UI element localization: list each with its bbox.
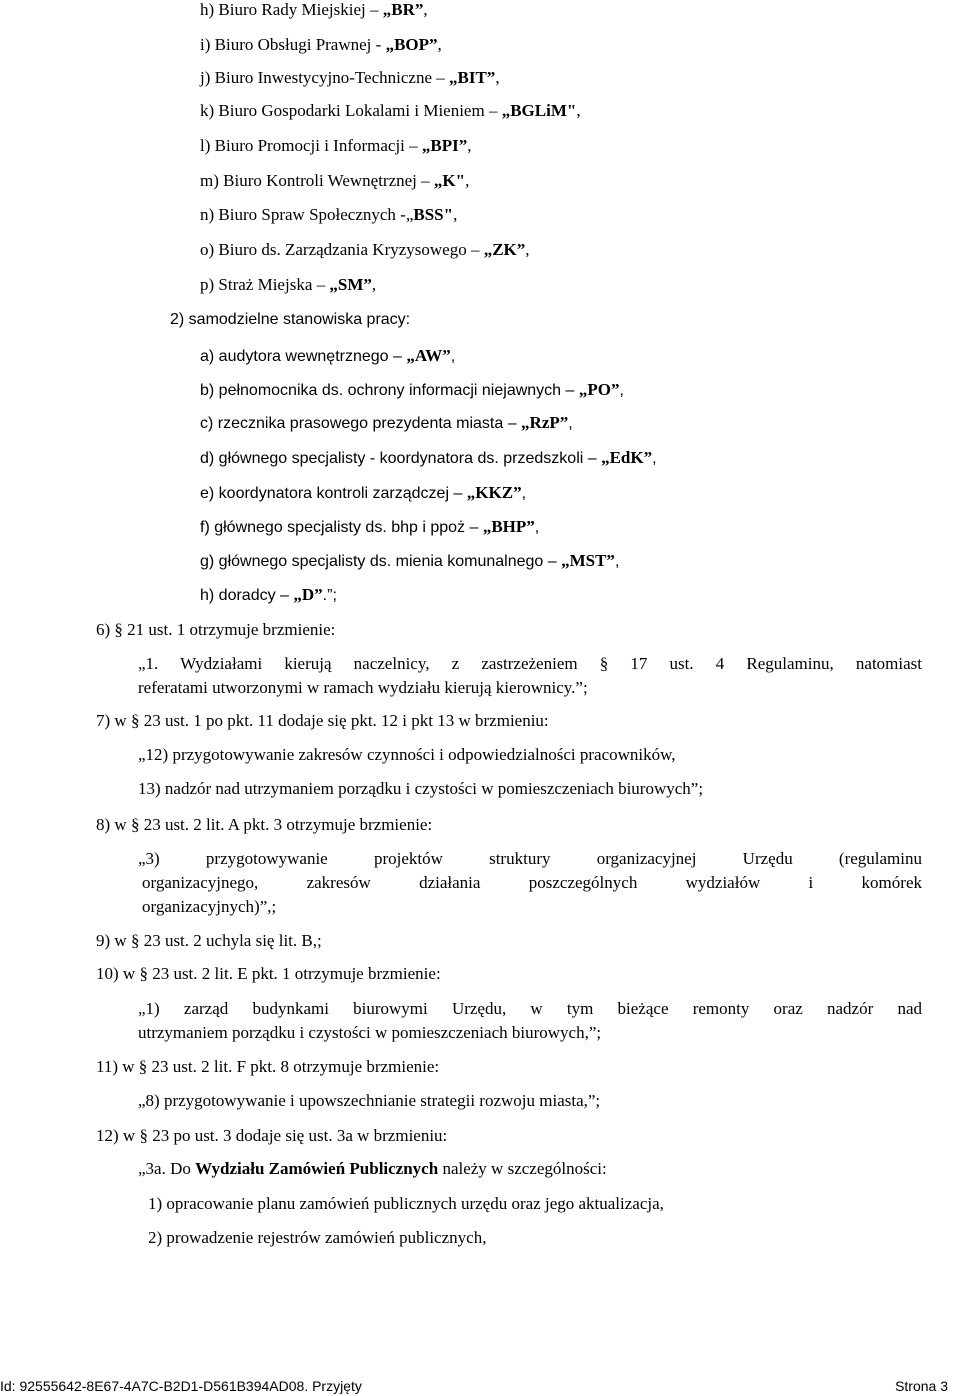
item-code: „BPI”	[421, 136, 468, 155]
item-code: „BIT”	[449, 68, 496, 87]
item-text: h) Biuro Rady Miejskiej –	[200, 0, 383, 19]
point-12-heading: 12) w § 23 po ust. 3 dodaje się ust. 3a w brzmieniu:	[96, 1126, 448, 1145]
item-text: h) doradcy –	[200, 587, 294, 604]
item-code: „PO”	[578, 380, 620, 399]
item-suffix: ,	[465, 171, 470, 190]
list-item-a	[200, 346, 455, 367]
text: „3a. Do	[138, 1159, 196, 1178]
point-6-heading: 6) § 21 ust. 1 otrzymuje brzmienie:	[96, 620, 336, 639]
point-12-item-2: 2) prowadzenie rejestrów zamówień publicznych,	[148, 1228, 487, 1247]
point-10-heading: 10) w § 23 ust. 2 lit. E pkt. 1 otrzymuje brzmienie:	[96, 964, 441, 983]
list-item-g	[200, 551, 619, 572]
point-7-item-13: 13) nadzór nad utrzymaniem porządku i czystości w pomieszczeniach biurowych”;	[138, 779, 704, 798]
justified-line: „1) zarząd budynkami biurowymi Urzędu, w tym bieżące remonty oraz nadzór nad	[138, 999, 922, 1018]
item-code: BSS"	[413, 205, 454, 224]
list-item-c	[200, 413, 573, 434]
item-suffix: ,	[534, 519, 540, 536]
point-11-heading: 11) w § 23 ust. 2 lit. F pkt. 8 otrzymuje brzmienie:	[96, 1057, 440, 1076]
department-name: Wydziału Zamówień Publicznych	[195, 1159, 439, 1178]
item-code: „ZK”	[483, 240, 526, 259]
item-suffix: ,	[450, 348, 456, 365]
list-item-i	[200, 35, 442, 55]
list-item-o	[200, 240, 530, 260]
point-10-text-line1	[138, 999, 922, 1019]
list-item-m	[200, 171, 469, 191]
list-item-d	[200, 448, 657, 469]
point-8-text-line1	[138, 849, 922, 869]
item-code: „D”	[293, 585, 323, 604]
list-item-b	[200, 380, 624, 401]
item-suffix: ,	[467, 136, 472, 155]
item-text: j) Biuro Inwestycyjno-Techniczne –	[200, 68, 450, 87]
point-6-text-line2: referatami utworzonymi w ramach wydziału kierują kierownicy.”;	[138, 678, 588, 697]
point-8-text-line2	[142, 873, 922, 893]
justified-line: „3) przygotowywanie projektów struktury organizacyjnej Urzędu (regulaminu	[138, 849, 922, 868]
item-suffix: ,	[614, 553, 620, 570]
point-9: 9) w § 23 ust. 2 uchyla się lit. B,;	[96, 931, 322, 950]
item-suffix: ,	[521, 485, 527, 502]
list-item-p	[200, 275, 376, 295]
item-suffix: ,	[437, 35, 442, 54]
point-11-text: „8) przygotowywanie i upowszechnianie strategii rozwoju miasta,”;	[138, 1091, 601, 1110]
item-text: e) koordynatora kontroli zarządczej –	[200, 485, 467, 502]
item-code: „K"	[433, 171, 466, 190]
footer-page-number: Strona 3	[895, 1378, 948, 1394]
item-text: d) głównego specjalisty - koordynatora ds. przedszkoli –	[200, 450, 602, 467]
text: należy w szczególności:	[438, 1159, 607, 1178]
list-item-h	[200, 0, 428, 20]
item-suffix: ,	[371, 275, 377, 294]
item-code: „BOP”	[385, 35, 438, 54]
point-7-item-12: „12) przygotowywanie zakresów czynności i odpowiedzialności pracowników,	[138, 745, 676, 764]
item-code: „RzP”	[521, 413, 569, 432]
list-item-f	[200, 517, 539, 538]
item-code: „SM”	[329, 275, 372, 294]
item-code: „BHP”	[482, 517, 535, 536]
point-8-text-line3: organizacyjnych)”,;	[142, 897, 277, 916]
item-suffix: ,	[423, 0, 428, 19]
justified-line: organizacyjnego, zakresów działania poszczególnych wydziałów i komórek	[142, 873, 922, 892]
point-7-heading: 7) w § 23 ust. 1 po pkt. 11 dodaje się pkt. 12 i pkt 13 w brzmieniu:	[96, 711, 549, 730]
footer-id: Id: 92555642-8E67-4A7C-B2D1-D561B394AD08. Przyjęty	[0, 1378, 362, 1394]
item-suffix: ,	[453, 205, 458, 224]
item-suffix: ,	[525, 240, 530, 259]
item-text: g) głównego specjalisty ds. mienia komunalnego –	[200, 553, 562, 570]
item-code: „EdK”	[601, 448, 653, 467]
justified-line: „1. Wydziałami kierują naczelnicy, z zastrzeżeniem § 17 ust. 4 Regulaminu, natomiast	[138, 654, 922, 673]
item-suffix: ,	[576, 101, 581, 120]
item-suffix: ,	[619, 382, 624, 399]
item-text: k) Biuro Gospodarki Lokalami i Mieniem –	[200, 101, 502, 120]
item-text: i) Biuro Obsługi Prawnej -	[200, 35, 386, 54]
item-suffix: ,	[652, 450, 657, 467]
item-text: p) Straż Miejska –	[200, 275, 330, 294]
item-code: „KKZ”	[466, 483, 522, 502]
point-8-heading: 8) w § 23 ust. 2 lit. A pkt. 3 otrzymuje brzmienie:	[96, 815, 433, 834]
list-item-l	[200, 136, 472, 156]
item-code: „AW”	[406, 346, 451, 365]
point-6-text-line1	[138, 654, 922, 674]
item-suffix: ,	[568, 415, 573, 432]
list-item-j	[200, 68, 500, 88]
item-text: b) pełnomocnika ds. ochrony informacji niejawnych –	[200, 382, 579, 399]
item-text: f) głównego specjalisty ds. bhp i ppoż –	[200, 519, 483, 536]
list-item-e	[200, 483, 526, 504]
point-12-3a	[138, 1159, 607, 1179]
item-code: „BGLiM"	[501, 101, 577, 120]
list-item-n	[200, 205, 457, 225]
item-text: n) Biuro Spraw Społecznych -„	[200, 205, 414, 224]
item-suffix: ,	[495, 68, 500, 87]
item-text: l) Biuro Promocji i Informacji –	[200, 136, 422, 155]
item-text: o) Biuro ds. Zarządzania Kryzysowego –	[200, 240, 484, 259]
item-code: „BR”	[382, 0, 424, 19]
item-text: m) Biuro Kontroli Wewnętrznej –	[200, 171, 434, 190]
point-10-text-line2: utrzymaniem porządku i czystości w pomieszczeniach biurowych,”;	[138, 1023, 602, 1042]
item-text: a) audytora wewnętrznego –	[200, 348, 407, 365]
point-12-item-1: 1) opracowanie planu zamówień publicznych urzędu oraz jego aktualizacja,	[148, 1194, 664, 1213]
list-item-h2	[200, 585, 337, 606]
item-suffix: .”;	[322, 587, 337, 604]
item-text: c) rzecznika prasowego prezydenta miasta –	[200, 415, 522, 432]
list-item-k	[200, 101, 581, 121]
section-heading: 2) samodzielne stanowiska pracy:	[170, 311, 411, 328]
item-code: „MST”	[561, 551, 615, 570]
